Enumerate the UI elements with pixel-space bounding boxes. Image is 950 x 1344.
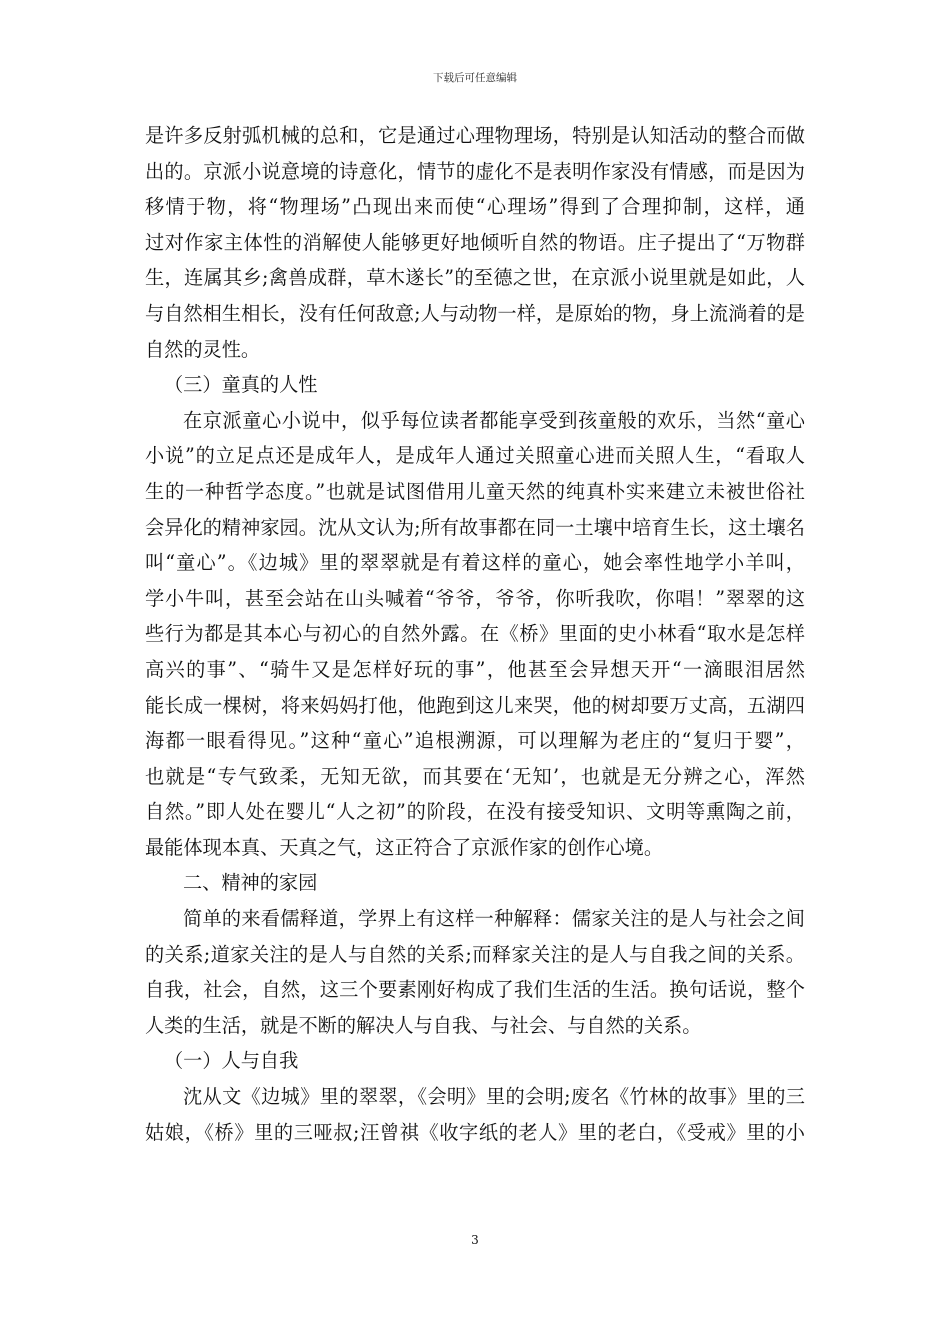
text-line: 生，连属其乡;禽兽成群，草木遂长”的至德之世，在京派小说里就是如此，人 <box>145 266 805 290</box>
text-line: 最能体现本真、天真之气，这正符合了京派作家的创作心境。 <box>145 835 664 859</box>
document-body <box>145 118 805 1150</box>
text-line: 姑娘，《桥》里的三哑叔;汪曾祺《收字纸的老人》里的老白，《受戒》里的小 <box>145 1120 805 1144</box>
text-line: 是许多反射弧机械的总和，它是通过心理物理场，特别是认知活动的整合而做 <box>145 124 805 147</box>
text-line: 生的一种哲学态度。”也就是试图借用儿童天然的纯真朴实来建立未被世俗社 <box>145 479 805 503</box>
text-line: 与自然相生相长，没有任何敌意;人与动物一样，是原始的物，身上流淌着的是 <box>145 301 805 325</box>
page-number: 3 <box>471 1233 479 1247</box>
text-line: 二、精神的家园 <box>183 871 318 895</box>
text-line: 移情于物，将“物理场”凸现出来而使“心理场”得到了合理抑制，这样，通 <box>145 195 805 219</box>
text-line: 自然。”即人处在婴儿“人之初”的阶段，在没有接受知识、文明等熏陶之前， <box>145 800 805 824</box>
text-line: 能长成一棵树，将来妈妈打他，他跑到这儿来哭，他的树却要万丈高，五湖四 <box>145 693 805 717</box>
text-line: 在京派童心小说中，似乎每位读者都能享受到孩童般的欢乐，当然“童心 <box>183 408 805 432</box>
text-line: 叫“童心”。《边城》里的翠翠就是有着这样的童心，她会率性地学小羊叫， <box>145 551 805 575</box>
text-line: 人类的生活，就是不断的解决人与自我、与社会、与自然的关系。 <box>145 1013 702 1037</box>
text-line: 的关系;道家关注的是人与自然的关系;而释家关注的是人与自我之间的关系。 <box>145 942 805 966</box>
text-line: 高兴的事”、“骑牛又是怎样好玩的事”，他甚至会异想天开“一滴眼泪居然 <box>145 657 805 681</box>
text-line: （三）童真的人性 <box>164 373 318 397</box>
text-line: 过对作家主体性的消解使人能够更好地倾听自然的物语。庄子提出了“万物群 <box>145 230 805 254</box>
text-line: 自然的灵性。 <box>145 337 261 361</box>
text-line: （一）人与自我 <box>164 1049 299 1073</box>
text-line: 简单的来看儒释道，学界上有这样一种解释：儒家关注的是人与社会之间 <box>183 907 805 931</box>
text-line: 会异化的精神家园。沈从文认为;所有故事都在同一土壤中培育生长，这土壤名 <box>145 515 805 539</box>
text-line: 些行为都是其本心与初心的自然外露。在《桥》里面的史小林看“取水是怎样 <box>145 622 805 646</box>
text-line: 自我，社会，自然，这三个要素刚好构成了我们生活的生活。换句话说，整个 <box>145 978 805 1002</box>
text-line: 也就是“专气致柔，无知无欲，而其要在‘无知’，也就是无分辨之心，浑然 <box>145 764 805 788</box>
page-header: 下载后可任意编辑 <box>433 72 517 84</box>
text-line: 沈从文《边城》里的翠翠，《会明》里的会明;废名《竹林的故事》里的三 <box>183 1085 805 1109</box>
text-line: 学小牛叫，甚至会站在山头喊着“爷爷，爷爷，你听我吹，你唱！”翠翠的这 <box>145 586 805 610</box>
text-line: 出的。京派小说意境的诗意化，情节的虚化不是表明作家没有情感，而是因为 <box>145 159 805 183</box>
text-line: 海都一眼看得见。”这种“童心”追根溯源，可以理解为老庄的“复归于婴”， <box>145 729 805 753</box>
text-line: 小说”的立足点还是成年人，是成年人通过关照童心进而关照人生，“看取人 <box>145 444 805 468</box>
